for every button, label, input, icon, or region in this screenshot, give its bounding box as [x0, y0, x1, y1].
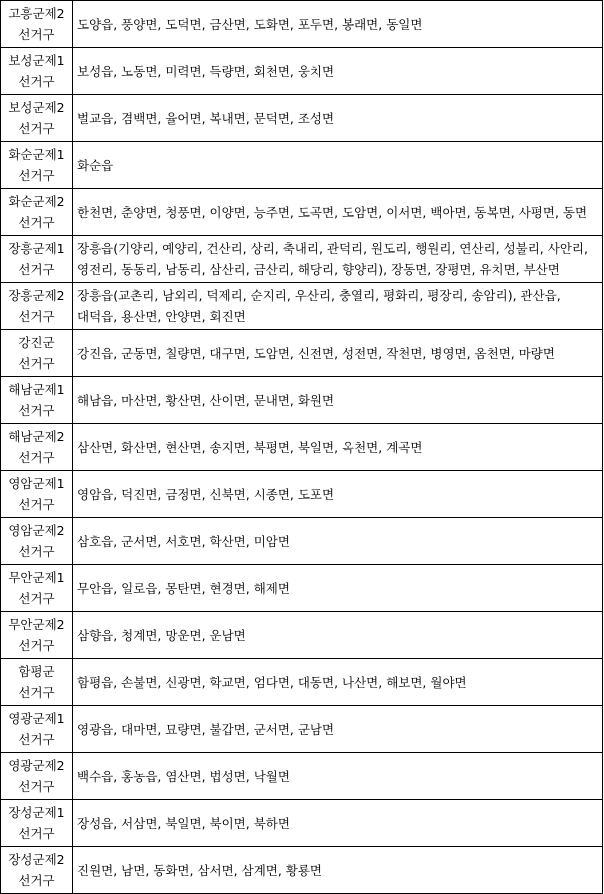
- district-name-line: 강진군: [18, 335, 55, 350]
- district-name-line: 영광군제2: [8, 758, 65, 773]
- district-name-cell: [1, 847, 73, 894]
- table-row: [1, 471, 603, 518]
- district-name-line: 영암군제2: [8, 523, 65, 538]
- district-name-line: 선거구: [18, 873, 55, 888]
- district-areas-cell: 해남읍, 마산면, 황산면, 산이면, 문내면, 화원면: [73, 377, 603, 424]
- district-name-line: 장성군제1: [8, 805, 65, 820]
- district-areas-cell: 한천면, 춘양면, 청풍면, 이양면, 능주면, 도곡면, 도암면, 이서면, 백아면, 동복면, 사평면, 동면: [73, 189, 603, 236]
- table-row: [1, 753, 603, 800]
- district-areas-cell: 함평읍, 손불면, 신광면, 학교면, 엄다면, 대동면, 나산면, 해보면, 월야면: [73, 659, 603, 706]
- district-name-cell: [1, 518, 73, 565]
- district-areas-cell: 진원면, 남면, 동화면, 삼서면, 삼계면, 황룡면: [73, 847, 603, 894]
- district-name-line: 선거구: [18, 168, 55, 183]
- district-name-line: 선거구: [18, 121, 55, 136]
- district-areas-cell: 무안읍, 일로읍, 몽탄면, 현경면, 해제면: [73, 565, 603, 612]
- district-name-line: 화순군제1: [8, 147, 65, 162]
- district-name-cell: [1, 1, 73, 48]
- district-name-line: 선거구: [18, 262, 55, 277]
- district-name-line: 선거구: [18, 544, 55, 559]
- district-areas-cell: 영광읍, 대마면, 묘량면, 불갑면, 군서면, 군남면: [73, 706, 603, 753]
- table-row: [1, 847, 603, 894]
- district-name-line: 무안군제2: [8, 617, 65, 632]
- district-name-line: 장성군제2: [8, 852, 65, 867]
- table-row: [1, 283, 603, 330]
- district-areas-cell: 벌교읍, 겸백면, 율어면, 복내면, 문덕면, 조성면: [73, 95, 603, 142]
- district-name-line: 무안군제1: [8, 570, 65, 585]
- table-row: [1, 189, 603, 236]
- district-areas-cell: 보성읍, 노동면, 미력면, 득량면, 회천면, 웅치면: [73, 48, 603, 95]
- district-name-line: 선거구: [18, 497, 55, 512]
- district-name-line: 화순군제2: [8, 194, 65, 209]
- district-name-line: 선거구: [18, 309, 55, 324]
- district-name-cell: [1, 95, 73, 142]
- district-name-line: 선거구: [18, 403, 55, 418]
- district-name-line: 선거구: [18, 685, 55, 700]
- district-name-line: 장흥군제2: [8, 288, 65, 303]
- district-name-line: 선거구: [18, 732, 55, 747]
- district-areas-cell: 삼호읍, 군서면, 서호면, 학산면, 미암면: [73, 518, 603, 565]
- district-name-line: 선거구: [18, 450, 55, 465]
- district-name-cell: [1, 565, 73, 612]
- district-name-line: 선거구: [18, 638, 55, 653]
- district-name-cell: [1, 283, 73, 330]
- table-row: [1, 236, 603, 283]
- district-name-cell: [1, 48, 73, 95]
- district-name-cell: [1, 424, 73, 471]
- district-areas-cell: 백수읍, 홍농읍, 염산면, 법성면, 낙월면: [73, 753, 603, 800]
- district-name-line: 함평군: [18, 664, 55, 679]
- district-name-cell: [1, 659, 73, 706]
- table-row: [1, 424, 603, 471]
- district-name-line: 해남군제1: [8, 382, 65, 397]
- district-name-line: 고흥군제2: [8, 6, 65, 21]
- district-table-body: [1, 1, 603, 894]
- table-row: [1, 612, 603, 659]
- district-name-line: 선거구: [18, 779, 55, 794]
- district-name-cell: [1, 189, 73, 236]
- district-name-line: 장흥군제1: [8, 241, 65, 256]
- table-row: [1, 800, 603, 847]
- district-name-cell: [1, 753, 73, 800]
- table-row: [1, 518, 603, 565]
- district-areas-cell: 강진읍, 군동면, 칠량면, 대구면, 도암면, 신전면, 성전면, 작천면, 병영면, 옴천면, 마량면: [73, 330, 603, 377]
- table-row: [1, 142, 603, 189]
- table-row: [1, 95, 603, 142]
- district-name-line: 선거구: [18, 74, 55, 89]
- district-name-cell: [1, 471, 73, 518]
- district-areas-cell: 삼향읍, 청계면, 망운면, 운남면: [73, 612, 603, 659]
- district-areas-cell: 화순읍: [73, 142, 603, 189]
- district-areas-cell: 영암읍, 덕진면, 금정면, 신북면, 시종면, 도포면: [73, 471, 603, 518]
- table-row: [1, 48, 603, 95]
- district-name-line: 보성군제2: [8, 100, 65, 115]
- table-row: [1, 330, 603, 377]
- district-name-cell: [1, 330, 73, 377]
- district-areas-cell: 삼산면, 화산면, 현산면, 송지면, 북평면, 북일면, 옥천면, 계곡면: [73, 424, 603, 471]
- table-row: [1, 1, 603, 48]
- district-name-line: 선거구: [18, 591, 55, 606]
- district-name-line: 영암군제1: [8, 476, 65, 491]
- district-name-line: 해남군제2: [8, 429, 65, 444]
- table-row: [1, 565, 603, 612]
- district-name-cell: [1, 142, 73, 189]
- district-name-cell: [1, 800, 73, 847]
- table-row: [1, 377, 603, 424]
- district-areas-cell: 도양읍, 풍양면, 도덕면, 금산면, 도화면, 포두면, 봉래면, 동일면: [73, 1, 603, 48]
- table-row: [1, 706, 603, 753]
- district-name-line: 선거구: [18, 356, 55, 371]
- district-areas-cell: 장흥읍(교촌리, 남외리, 덕제리, 순지리, 우산리, 충열리, 평화리, 평장리, 송암리), 관산읍, 대덕읍, 용산면, 안양면, 회진면: [73, 283, 603, 330]
- district-name-line: 선거구: [18, 27, 55, 42]
- district-areas-cell: 장흥읍(기양리, 예양리, 건산리, 상리, 축내리, 관덕리, 원도리, 행원리, 연산리, 성불리, 사안리, 영전리, 동동리, 남동리, 삼산리, 금산리, 해당리, 향양리), 장동면, 장평면, 유치면, 부산면: [73, 236, 603, 283]
- table-row: [1, 659, 603, 706]
- district-name-line: 영광군제1: [8, 711, 65, 726]
- district-name-line: 보성군제1: [8, 53, 65, 68]
- district-name-cell: [1, 236, 73, 283]
- district-name-line: 선거구: [18, 215, 55, 230]
- district-name-cell: [1, 612, 73, 659]
- district-name-cell: [1, 377, 73, 424]
- district-name-cell: [1, 706, 73, 753]
- district-name-line: 선거구: [18, 826, 55, 841]
- district-areas-cell: 장성읍, 서삼면, 북일면, 북이면, 북하면: [73, 800, 603, 847]
